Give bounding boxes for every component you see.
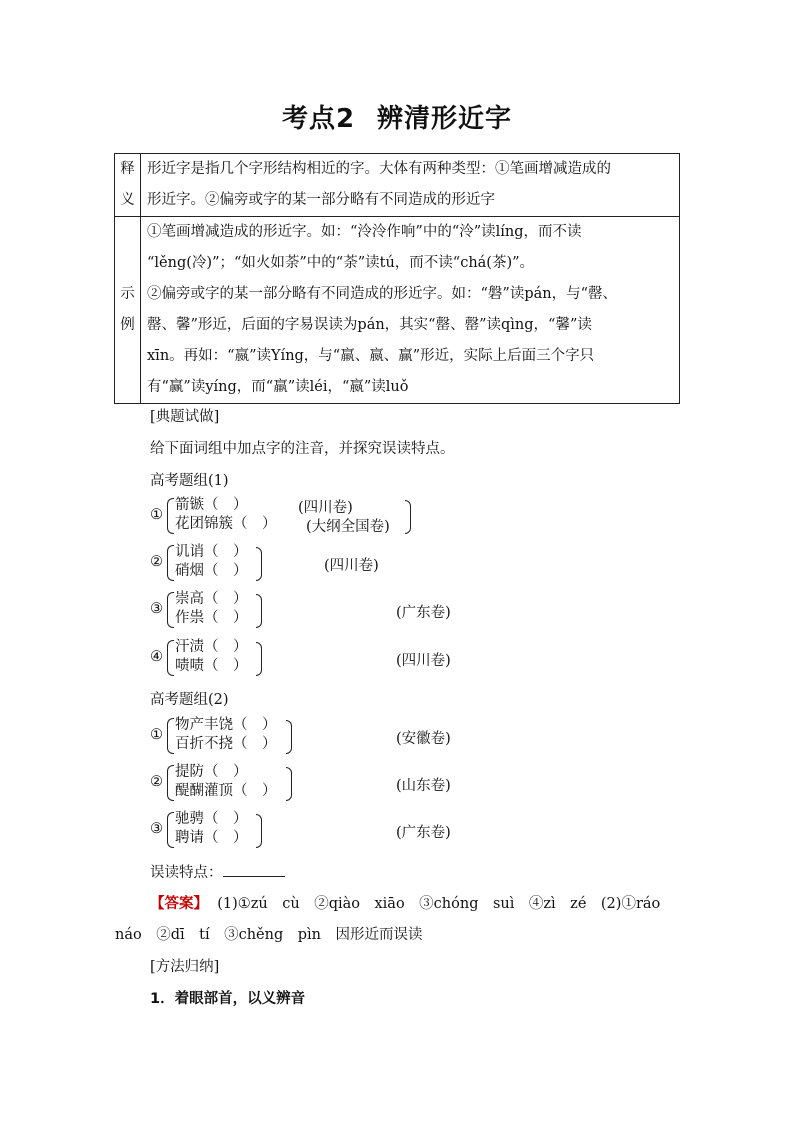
instruction-text: 给下面词组中加点字的注音，并探究误读特点。: [150, 441, 455, 457]
misread-line: [150, 861, 285, 882]
answer-blank: [223, 862, 285, 877]
examples-text: ①笔画增减造成的形近字。如：“泠泠作响”中的“泠”读líng，而不读 “lěng(冷)”；“如火如荼”中的“荼”读tú，而不读“chá(茶)”。 ②偏旁或字的某一部分略有不同造成的形近字。如：“磐”读pán，与“罄、 罄、馨”形近，后面的字易误读为pán，其实“罄、罄”读qìng，“馨”读 xīn。再如：“嬴”读Yíng，与“羸、嬴、赢”形近，实际上后面三个字只 有“赢”读yíng，而“羸”读léi，“嬴”读luǒ: [141, 217, 680, 404]
source-label: (四川卷): [396, 653, 451, 669]
question-item: ④ 汗渍（ ） 啧啧（ ） (四川卷): [150, 639, 451, 674]
word-line: 汗渍（ ）: [175, 639, 248, 655]
row-label-definition: 释 义: [115, 154, 141, 217]
title-label: 考点2: [281, 104, 356, 134]
source-label: (安徽卷): [396, 731, 451, 747]
table-row: [115, 217, 680, 404]
word-line: 驰骋（ ）: [175, 811, 248, 827]
word-line: 硝烟（ ）: [175, 563, 248, 579]
word-line: 花团锦簇（ ）: [175, 516, 277, 532]
title-text: 辨清形近字: [377, 104, 513, 134]
group2-title: 高考题组(2): [150, 692, 229, 708]
group1-title: 高考题组(1): [150, 473, 229, 489]
table-row: [115, 154, 680, 217]
misread-label: 误读特点：: [150, 865, 223, 881]
question-item: ③ 崇高（ ） 作祟（ ） (广东卷): [150, 591, 451, 626]
source-label: (大纲全国卷): [306, 519, 390, 535]
source-label: (广东卷): [396, 825, 451, 841]
answer-line-2: náo ②dī tí ③chěng pìn 因形近而误读: [115, 927, 423, 943]
row-label-examples: 示 例: [115, 217, 141, 404]
word-line: 提防（ ）: [175, 764, 248, 780]
question-item: ① 物产丰饶（ ） 百折不挠（ ） (安徽卷): [150, 717, 451, 752]
word-line: 崇高（ ）: [175, 591, 248, 607]
question-item: ① 箭镞（ ） 花团锦簇（ ） (四川卷) (大纲全国卷): [150, 498, 450, 538]
source-label: (四川卷): [324, 558, 379, 574]
section-try-heading: [典题试做]: [150, 409, 220, 425]
source-label: (四川卷): [298, 500, 353, 516]
definition-table: [114, 153, 680, 404]
word-line: 啧啧（ ）: [175, 658, 248, 674]
word-line: 聘请（ ）: [175, 830, 248, 846]
source-label: (广东卷): [396, 605, 451, 621]
word-line: 物产丰饶（ ）: [175, 717, 277, 733]
answer-tag: 【答案】: [150, 896, 208, 912]
word-line: 讥诮（ ）: [175, 544, 248, 560]
source-label: (山东卷): [396, 778, 451, 794]
word-line: 作祟（ ）: [175, 610, 248, 626]
answer-line-1: [150, 892, 660, 913]
section-method-heading: [方法归纳]: [150, 959, 220, 975]
word-line: 百折不挠（ ）: [175, 736, 277, 752]
question-item: ② 提防（ ） 醍醐灌顶（ ） (山东卷): [150, 764, 451, 799]
question-item: ② 讥诮（ ） 硝烟（ ） (四川卷): [150, 544, 379, 579]
word-line: 箭镞（ ）: [175, 497, 248, 513]
word-line: 醍醐灌顶（ ）: [175, 783, 277, 799]
page-title: [0, 98, 794, 135]
question-item: ③ 驰骋（ ） 聘请（ ） (广东卷): [150, 811, 451, 846]
answer-text: (1)①zú cù ②qiào xiāo ③chóng suì ④zì zé (2)①ráo: [217, 896, 661, 912]
method-point-heading: 1．着眼部首，以义辨音: [150, 991, 306, 1007]
definition-text: 形近字是指几个字形结构相近的字。大体有两种类型：①笔画增减造成的 形近字。②偏旁或字的某一部分略有不同造成的形近字: [141, 154, 680, 217]
